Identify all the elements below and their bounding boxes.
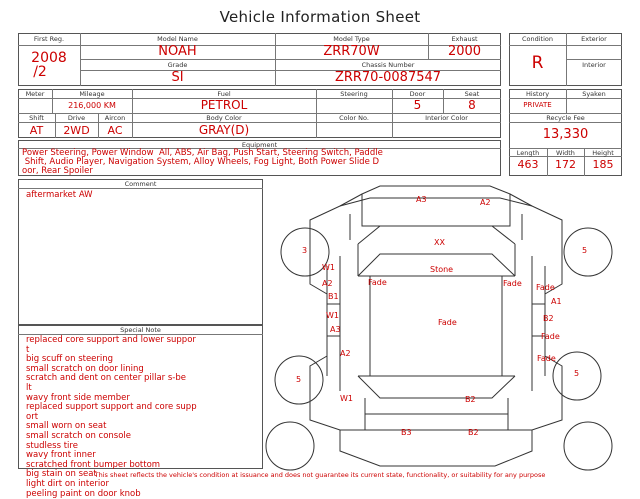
mark-fade-right-3: Fade — [541, 332, 560, 341]
steering-label: Steering — [316, 90, 392, 98]
exhaust-label: Exhaust — [428, 35, 501, 43]
special-note-line: small scratch on console — [26, 432, 197, 442]
spare-wheel-bottom-left — [266, 422, 314, 470]
door-label: Door — [392, 90, 443, 98]
disclaimer-footer: This sheet reflects the vehicle's condition at issuance and does not guarantee its current state, functionality, or suitability for any purpose — [0, 471, 640, 479]
mark-b2-bottom-2: B2 — [468, 428, 479, 437]
fuel-label: Fuel — [132, 90, 316, 98]
mark-wheel-rl: 5 — [296, 375, 301, 384]
mark-b2-right: B2 — [543, 314, 554, 323]
mark-wheel-rr: 5 — [574, 369, 579, 378]
drive-label: Drive — [55, 114, 98, 122]
mark-w1-left-2: W1 — [326, 311, 339, 320]
equipment-line-1: Power Steering, Power Window All, ABS, Air Bag, Push Start, Steering Switch, Paddle — [22, 149, 383, 159]
recycle-value: 13,330 — [509, 127, 622, 142]
length-value: 463 — [509, 158, 547, 171]
width-label: Width — [547, 149, 584, 157]
mark-a3-left: A3 — [330, 325, 341, 334]
interior-color-label: Interior Color — [392, 114, 501, 122]
special-note-line: big stain on seat — [26, 470, 197, 480]
meter-label: Meter — [18, 90, 52, 98]
seat-value: 8 — [443, 98, 501, 112]
exhaust-value: 2000 — [428, 44, 501, 59]
chassis-number: ZRR70-0087547 — [275, 70, 501, 85]
special-note-line: ort — [26, 413, 197, 423]
model-name: NOAH — [80, 44, 275, 59]
height-value: 185 — [584, 158, 622, 171]
mark-a1-right: A1 — [551, 297, 562, 306]
mark-w1-left: W1 — [322, 263, 335, 272]
first-reg-label: First Reg. — [18, 35, 80, 43]
special-note-line: scratch and dent on center pillar s-be — [26, 374, 197, 384]
special-note-line: small worn on seat — [26, 422, 197, 432]
spare-wheel-bottom-right — [564, 422, 612, 470]
page-title: Vehicle Information Sheet — [0, 8, 640, 26]
first-reg-year: 2008 — [18, 50, 80, 66]
special-note-line: replaced core support and lower suppor — [26, 336, 197, 346]
body-color-label: Body Color — [132, 114, 316, 122]
condition-label: Condition — [509, 35, 566, 43]
mark-stone: Stone — [430, 265, 453, 274]
drive-value: 2WD — [55, 124, 98, 137]
condition-grade: R — [509, 53, 566, 73]
special-note-label: Special Note — [18, 326, 263, 334]
mark-wheel-fr: 5 — [582, 246, 587, 255]
mileage-label: Mileage — [52, 90, 132, 98]
body-color-value: GRAY(D) — [132, 123, 316, 137]
first-reg-month: /2 — [18, 64, 62, 80]
mark-a2-left-2: A2 — [340, 349, 351, 358]
special-note-line: small scratch on door lining — [26, 365, 197, 375]
special-note-line: t — [26, 346, 197, 356]
special-note-line: light dirt on interior — [26, 480, 197, 490]
color-no-label: Color No. — [316, 114, 392, 122]
comment-text: aftermarket AW — [26, 191, 93, 201]
special-note-line: big scuff on steering — [26, 355, 197, 365]
mark-w1-bottom: W1 — [340, 394, 353, 403]
shift-value: AT — [18, 124, 55, 137]
special-note-line: replaced support support and core supp — [26, 403, 197, 413]
mark-b2-bottom: B2 — [465, 395, 476, 404]
mark-fade-right-4: Fade — [537, 354, 556, 363]
interior-label: Interior — [566, 61, 622, 69]
mark-a2-top: A2 — [480, 198, 491, 207]
mark-xx: XX — [434, 238, 445, 247]
mark-fade-center: Fade — [438, 318, 457, 327]
recycle-label: Recycle Fee — [509, 114, 622, 122]
mark-a2-left: A2 — [322, 279, 333, 288]
mark-b3-bottom: B3 — [401, 428, 412, 437]
seat-label: Seat — [443, 90, 501, 98]
width-value: 172 — [547, 158, 584, 171]
special-note-line: wavy front inner — [26, 451, 197, 461]
mark-b1-left: B1 — [328, 292, 339, 301]
model-name-label: Model Name — [80, 35, 275, 43]
mark-fade-right: Fade — [503, 279, 522, 288]
special-note-line: lt — [26, 384, 197, 394]
mileage-value: 216,000 KM — [52, 101, 132, 110]
grade-value: SI — [80, 70, 275, 85]
height-label: Height — [584, 149, 622, 157]
history-label: History — [509, 90, 566, 98]
front-right-wheel — [564, 228, 612, 276]
aircon-value: AC — [98, 124, 132, 137]
length-label: Length — [509, 149, 547, 157]
exterior-label: Exterior — [566, 35, 622, 43]
equipment-line-2: Shift, Audio Player, Navigation System, Alloy Wheels, Fog Light, Both Power Slide D — [22, 158, 379, 168]
special-note-line: wavy front side member — [26, 394, 197, 404]
equipment-line-3: oor, Rear Spoiler — [22, 167, 93, 177]
mark-a3-top: A3 — [416, 195, 427, 204]
fuel-value: PETROL — [132, 98, 316, 112]
history-value: PRIVATE — [509, 101, 566, 109]
mark-fade-right-2: Fade — [536, 283, 555, 292]
chassis-label: Chassis Number — [275, 61, 501, 69]
syaken-label: Syaken — [566, 90, 622, 98]
model-type: ZRR70W — [275, 44, 428, 59]
grade-label: Grade — [80, 61, 275, 69]
special-note-line: studless tire — [26, 442, 197, 452]
model-type-label: Model Type — [275, 35, 428, 43]
mark-fade-left: Fade — [368, 278, 387, 287]
shift-label: Shift — [18, 114, 55, 122]
special-note-line: scratched front bumper bottom — [26, 461, 197, 471]
equipment-label: Equipment — [18, 141, 501, 149]
door-value: 5 — [392, 98, 443, 112]
special-note-line: peeling paint on door knob — [26, 490, 197, 499]
aircon-label: Aircon — [98, 114, 132, 122]
mark-wheel-fl: 3 — [302, 246, 307, 255]
comment-label: Comment — [18, 180, 263, 188]
comment-box — [18, 179, 263, 325]
